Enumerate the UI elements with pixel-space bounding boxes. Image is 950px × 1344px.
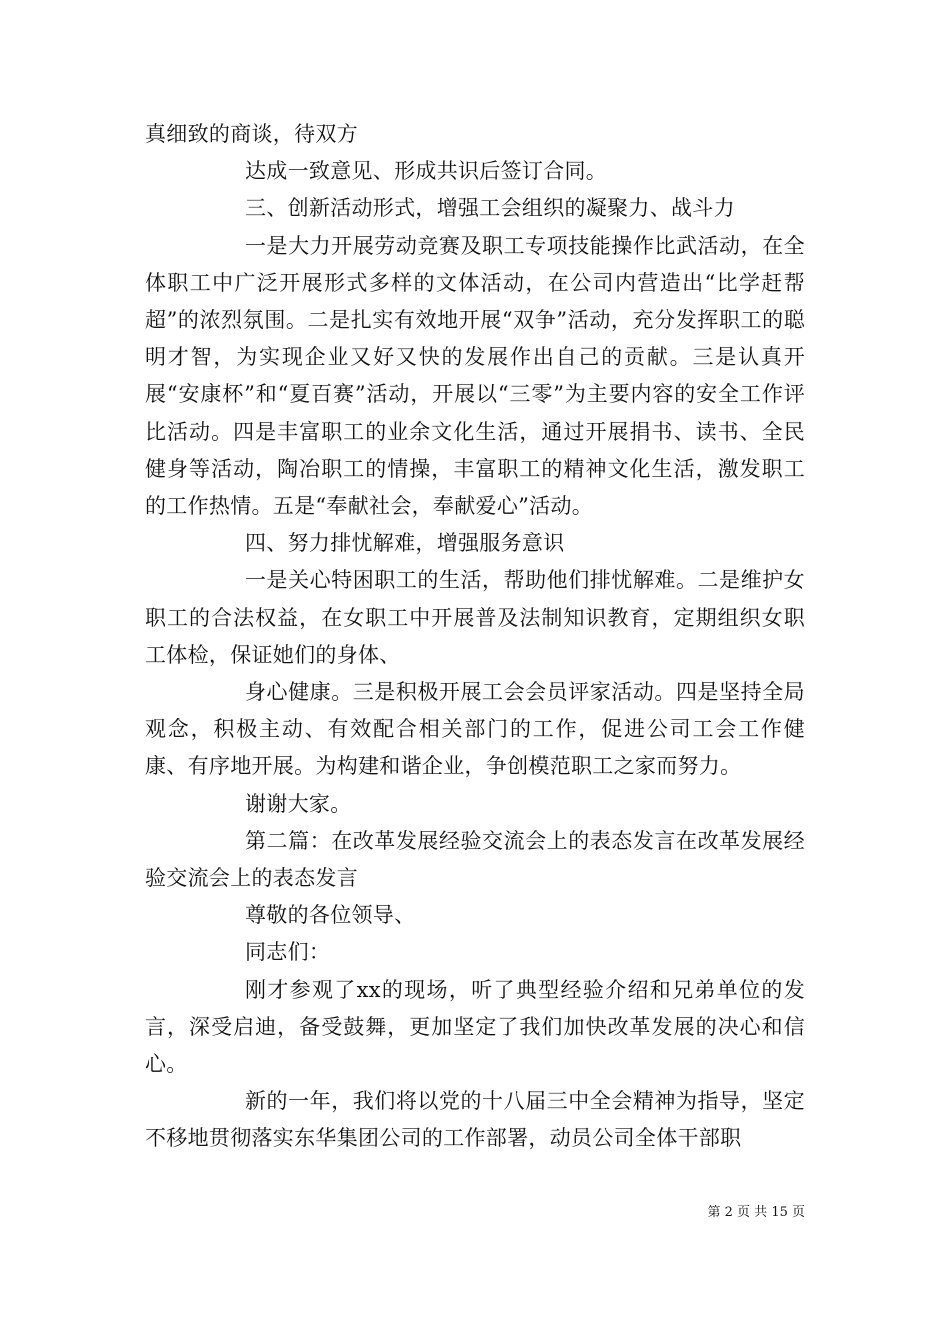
paragraph-4: 一是大力开展劳动竞赛及职工专项技能操作比武活动，在全体职工中广泛开展形式多样的文体活动，在公司内营造出“比学赶帮超”的浓烈氛围。二是扎实有效地开展“双争”活动，充分发挥职工的聪明才智，为实现企业又好又快的发展作出自己的贡献。三是认真开展“安康杯”和“夏百赛”活动，开展以“三零”为主要内容的安全工作评比活动。四是丰富职工的业余文化生活，通过开展捐书、读书、全民健身等活动，陶冶职工的情操，丰富职工的精神文化生活，激发职工的工作热情。五是“奉献社会，奉献爱心”活动。 [145,233,805,519]
salutation-comrades: 同志们： [245,940,331,965]
chapter-title: 第二篇：在改革发展经验交流会上的表态发言在改革发展经验交流会上的表态发言 [145,828,805,891]
page-number: 第 2 页 共 15 页 [707,1205,805,1220]
paragraph-12: 刚才参观了xx的现场，听了典型经验介绍和兄弟单位的发言，深受启迪，备受鼓舞，更加坚定了我们加快改革发展的决心和信心。 [145,977,805,1077]
document-body [145,116,805,1158]
paragraph-1: 真细致的商谈，待双方 [145,122,358,146]
section-heading-3: 三、创新活动形式，增强工会组织的凝聚力、战斗力 [245,196,735,221]
paragraph-6: 一是关心特困职工的生活，帮助他们排忧解难。二是维护女职工的合法权益，在女职工中开展普及法制知识教育，定期组织女职工体检，保证她们的身体、 [145,568,805,667]
closing-thanks: 谢谢大家。 [245,791,352,816]
salutation-leaders: 尊敬的各位领导、 [245,903,416,928]
paragraph-13: 新的一年，我们将以党的十八届三中全会精神为指导，坚定不移地贯彻落实东华集团公司的工作部署，动员公司全体干部职 [145,1089,805,1151]
paragraph-2: 达成一致意见、形成共识后签订合同。 [245,159,608,184]
paragraph-7: 身心健康。三是积极开展工会会员评家活动。四是坚持全局观念，积极主动、有效配合相关部门的工作，促进公司工会工作健康、有序地开展。为构建和谐企业，争创模范职工之家而努力。 [145,680,805,779]
section-heading-4: 四、努力排忧解难，增强服务意识 [245,531,565,556]
